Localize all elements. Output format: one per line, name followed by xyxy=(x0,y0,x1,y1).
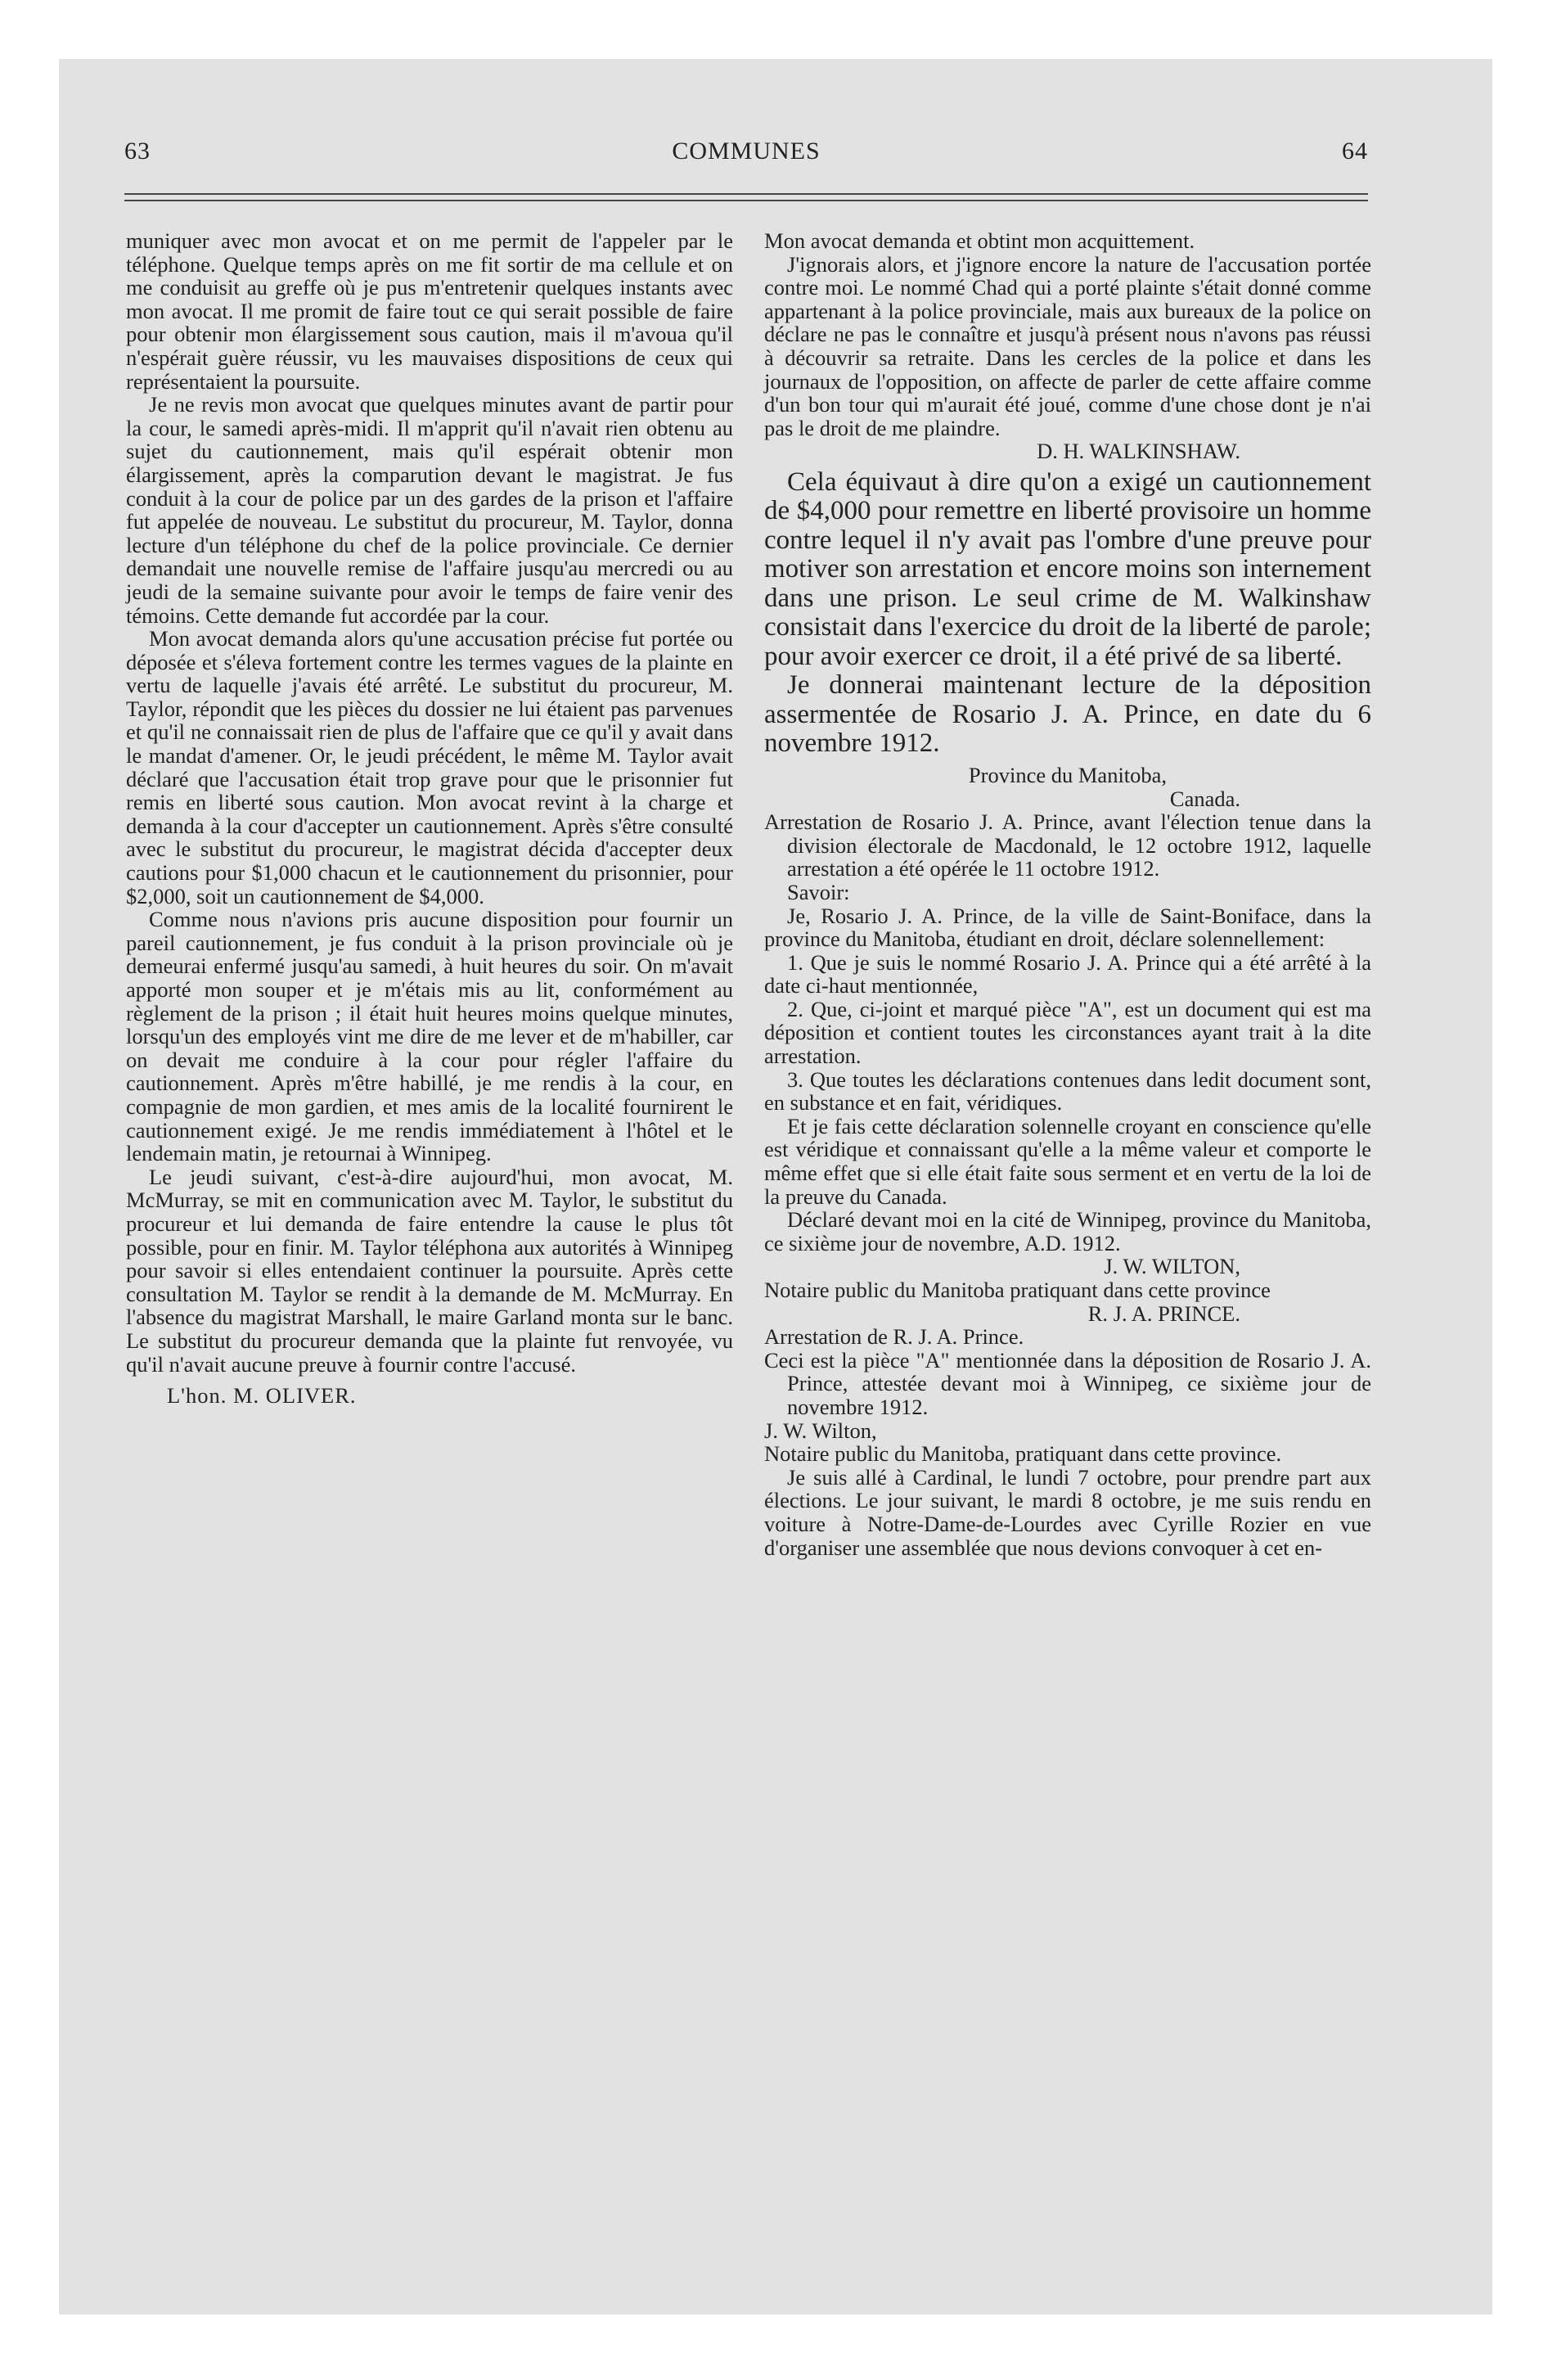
paragraph: Mon avocat demanda alors qu'une accusation précise fut portée ou déposée et s'éleva fortement contre les termes vagues de la plainte en vertu de laquelle j'avais été arrêté. Le substitut du procureur, M. Taylor, répondit que les pièces du dossier ne lui étaient pas parvenues et qu'il ne connaissait rien de plus de l'affaire que ce qu'il y avait dans le mandat d'amener. Or, le jeudi précédent, le même M. Taylor avait déclaré que l'accusation était trop grave pour que le prisonnier fut remis en liberté sous caution. Mon avocat revint à la charge et demanda à la cour d'accepter un cautionnement. Après s'être consulté avec le substitut du procureur, le magistrat décida d'accepter deux cautions pour $1,000 chacun et le cautionnement du prisonnier, pour $2,000, soit un cautionnement de $4,000. xyxy=(126,626,733,908)
paragraph: Arrestation de R. J. A. Prince. xyxy=(764,1324,1024,1350)
paragraph: L'hon. M. OLIVER. xyxy=(167,1383,357,1409)
paragraph: Je ne revis mon avocat que quelques minutes avant de partir pour la cour, le samedi après-midi. Il m'apprit qu'il n'avait rien obtenu au sujet du cautionnement, mais qu'il espérait obtenir mon élargissement, après la comparution devant le magistrat. Je fus conduit à la cour de police par un des gardes de la prison et l'affaire fut appelée de nouveau. Le substitut du procureur, M. Taylor, donna lecture d'un téléphone du chef de la police provinciale. Ce dernier demandait une nouvelle remise de l'affaire jusqu'au mercredi ou au jeudi de la semaine suivante pour avoir le temps de faire venir des témoins. Cette demande fut accordée par la cour. xyxy=(126,392,733,628)
paragraph: Arrestation de Rosario J. A. Prince, avant l'élection tenue dans la division électorale de Macdonald, le 12 octobre 1912, laquelle arrestation a été opérée le 11 octobre 1912. xyxy=(764,809,1371,881)
paragraph: muniquer avec mon avocat et on me permit de l'appeler par le téléphone. Quelque temps après on me fit sortir de ma cellule et on me conduisit au greffe où je pus m'entretenir quelques instants avec mon avocat. Il me promit de faire tout ce qui serait possible de faire pour obtenir mon élargissement sous caution, mais il m'avoua qu'il n'espérait guère réussir, vu les mauvaises dispositions de ceux qui représentaient la poursuite. xyxy=(126,228,733,394)
paragraph: J. W. Wilton, xyxy=(764,1418,877,1443)
paragraph: Province du Manitoba, xyxy=(968,762,1168,787)
paragraph: Cela équivaut à dire qu'on a exigé un cautionnement de $4,000 pour remettre en liberté provisoire un homme contre lequel il n'y avait pas l'ombre d'une preuve pour motiver son arrestation et encore moins son internement dans une prison. Le seul crime de M. Walkinshaw consistait dans l'exercice du droit de la liberté de parole; pour avoir exercer ce droit, il a été privé de sa liberté. xyxy=(764,467,1371,671)
paragraph: 2. Que, ci-joint et marqué pièce "A", est un document qui est ma déposition et contient toutes les circonstances ayant trait à la dite arrestation. xyxy=(764,996,1371,1069)
page-number-right: 64 xyxy=(1342,137,1368,165)
paragraph: Le jeudi suivant, c'est-à-dire aujourd'hui, mon avocat, M. McMurray, se mit en communication avec M. Taylor, le substitut du procureur et lui demanda de faire entendre la cause le plus tôt possible, pour en finir. M. Taylor téléphona aux autorités à Winnipeg pour savoir si elles entendaient continuer la poursuite. Après cette consultation M. Taylor se rendit à la demande de M. McMurray. En l'absence du magistrat Marshall, le maire Garland monta sur le banc. Le substitut du procureur demanda que la plainte fut renvoyée, vu qu'il n'avait aucune preuve à fournir contre l'accusé. xyxy=(126,1164,733,1377)
paragraph: Je suis allé à Cardinal, le lundi 7 octobre, pour prendre part aux élections. Le jour suivant, le mardi 8 octobre, je me suis rendu en voiture à Notre-Dame-de-Lourdes avec Cyrille Rozier en vue d'organiser une assemblée que nous devions convoquer à cet en- xyxy=(764,1464,1371,1560)
paragraph: Canada. xyxy=(1169,786,1240,811)
paragraph: R. J. A. PRINCE. xyxy=(1087,1300,1240,1326)
header-rule xyxy=(124,193,1368,195)
paragraph: 3. Que toutes les déclarations contenues dans ledit document sont, en substance et en fait, véridiques. xyxy=(764,1066,1371,1116)
paragraph: 1. Que je suis le nommé Rosario J. A. Prince qui a été arrêté à la date ci-haut mentionnée, xyxy=(764,949,1371,998)
paragraph: J. W. WILTON, xyxy=(1104,1254,1240,1279)
header-rule xyxy=(124,200,1368,201)
paragraph: Ceci est la pièce "A" mentionnée dans la déposition de Rosario J. A. Prince, attestée devant moi à Winnipeg, ce sixième jour de novembre 1912. xyxy=(764,1347,1371,1419)
right-column xyxy=(764,229,1371,1559)
paragraph: Notaire public du Manitoba pratiquant dans cette province xyxy=(764,1278,1271,1302)
paragraph: J'ignorais alors, et j'ignore encore la nature de l'accusation portée contre moi. Le nommé Chad qui a porté plainte s'était donné comme appartenant à la police provinciale, mais aux bureaux de la police on déclare ne pas le connaître et jusqu'à présent nous n'avons pas réussi à découvrir sa retraite. Dans les cercles de la police et dans les journaux de l'opposition, on affecte de parler de cette affaire comme d'un bon tour qui m'aurait été joué, comme d'une chose dont je n'ai pas le droit de me plaindre. xyxy=(764,251,1371,440)
running-title: COMMUNES xyxy=(672,137,821,165)
paragraph: Je, Rosario J. A. Prince, de la ville de Saint-Boniface, dans la province du Manitoba, étudiant en droit, déclare solennellement: xyxy=(764,903,1371,952)
paragraph: Notaire public du Manitoba, pratiquant dans cette province. xyxy=(764,1441,1282,1467)
paragraph: Je donnerai maintenant lecture de la déposition assermentée de Rosario J. A. Prince, en date du 6 novembre 1912. xyxy=(764,670,1371,759)
page-header xyxy=(124,137,1368,170)
paragraph: Déclaré devant moi en la cité de Winnipeg, province du Manitoba, ce sixième jour de novembre, A.D. 1912. xyxy=(764,1207,1371,1255)
paragraph: D. H. WALKINSHAW. xyxy=(1037,439,1240,464)
page-number-left: 63 xyxy=(124,137,151,165)
paragraph: Savoir: xyxy=(787,879,850,904)
paragraph: Comme nous n'avions pris aucune disposition pour fournir un pareil cautionnement, je fus conduit à la prison provinciale où je demeurai enfermé jusqu'au samedi, à huit heures du soir. On m'avait apporté mon souper et je m'étais mis au lit, conformément au règlement de la prison ; il était huit heures moins quelque minutes, lorsqu'un des employés vint me dire de me lever et de m'habiller, car on devait me conduire à la cour pour régler l'affaire du cautionnement. Après m'être habillé, je me rendis à la cour, en compagnie de mon gardien, et mes amis de la localité fournirent le cautionnement exigé. Je me rendis immédiatement à l'hôtel et le lendemain matin, je retournai à Winnipeg. xyxy=(126,907,733,1166)
paragraph: Mon avocat demanda et obtint mon acquittement. xyxy=(764,228,1195,253)
paragraph: Et je fais cette déclaration solennelle croyant en conscience qu'elle est véridique et connaissant qu'elle a la même valeur et comporte le même effet que si elle était faite sous serment et en vertu de la loi de la preuve du Canada. xyxy=(764,1113,1371,1209)
left-column xyxy=(126,229,733,1408)
